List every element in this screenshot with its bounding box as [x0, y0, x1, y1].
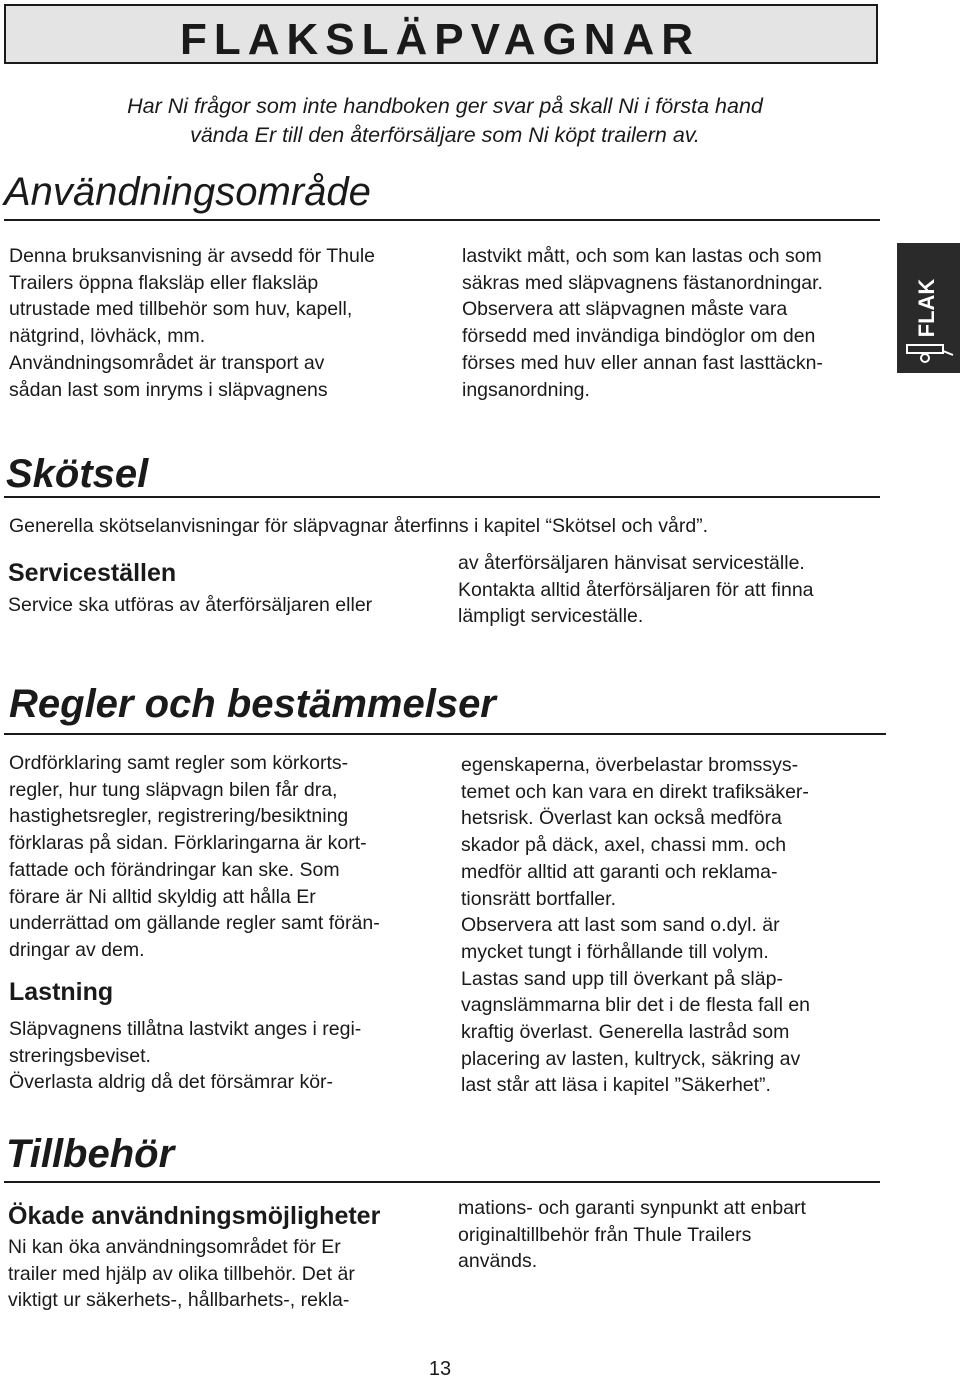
page-number: 13 — [428, 1358, 452, 1380]
tillbehor-column-1: Ni kan öka användningsområdet för Er trailer med hjälp av olika tillbehör. Det är viktigt ur säkerhets-, hållbarhets-, rekla- — [8, 1236, 355, 1312]
section-heading-anvandningsomrade: Användningsområde — [4, 170, 371, 214]
skotsel-column-2: av återförsäljaren hänvisat serviceställe. Kontakta alltid återförsäljaren för att finna lämpligt serviceställe. — [458, 552, 814, 628]
section-heading-skotsel: Skötsel — [6, 452, 149, 496]
regler-column-2: egenskaperna, överbelastar bromssys- temet och kan vara en direkt trafiksäker- hetsrisk. Överlast kan också medföra skador på däck, axel, chassi mm. och medför alltid att garanti och reklama- tionsrätt bortfaller. Observera att last som sand o.dyl. är mycket tungt i förhållande till volym. Lastas sand upp till överkant på släp- vagnslämmarna blir det i de flesta fall en kraftig överlast. Generella lastråd som placering av lasten, kultryck, säkring av last står att läsa i kapitel ”Säkerhet”. — [461, 754, 811, 1097]
section-divider — [4, 496, 880, 498]
section-heading-regler: Regler och bestämmelser — [9, 682, 496, 726]
skotsel-column-1: Service ska utföras av återförsäljaren eller — [8, 594, 373, 616]
lastning-column-1: Släpvagnens tillåtna lastvikt anges i regi- streringsbeviset. Överlasta aldrig då det försämrar kör- — [9, 1018, 362, 1094]
intro-line-1: Har Ni frågor som inte handboken ger svar på skall Ni i första hand — [127, 94, 763, 118]
section-divider — [4, 733, 886, 735]
regler-column-1: Ordförklaring samt regler som körkorts- regler, hur tung släpvagn bilen får dra, hastighetsregler, registrering/besiktning förklaras på sidan. Förklaringarna är kort- fattade och förändringar kan ske. Som förare är Ni alltid skyldig att hålla Er underrättad om gällande regler samt förän- dringar av dem. — [9, 752, 380, 961]
page-title: FLAKSLÄPVAGNAR — [180, 15, 701, 64]
intro-line-2: vända Er till den återförsäljare som Ni köpt trailern av. — [190, 123, 700, 147]
subheading-servicestallen: Serviceställen — [8, 559, 177, 587]
intro-text — [60, 92, 830, 150]
tillbehor-column-2: mations- och garanti synpunkt att enbart originaltillbehör från Thule Trailers används. — [458, 1197, 806, 1273]
section-divider — [4, 1181, 880, 1183]
section-divider — [4, 219, 880, 221]
section-heading-tillbehor: Tillbehör — [6, 1132, 175, 1176]
anvandningsomrade-column-2: lastvikt mått, och som kan lastas och som säkras med släpvagnens fästanordningar. Observera att släpvagnen måste vara försedd med invändiga bindöglor om den förses med huv eller annan fast lasttäckn- ingsanordning. — [462, 245, 823, 401]
trailer-icon — [903, 339, 955, 365]
title-banner — [4, 4, 878, 64]
chapter-tab-label: FLAK — [914, 278, 939, 338]
chapter-tab — [897, 243, 960, 373]
subheading-okade-anvandningsmojligheter: Ökade användningsmöjligheter — [8, 1202, 381, 1230]
anvandningsomrade-column-1: Denna bruksanvisning är avsedd för Thule Trailers öppna flaksläp eller flaksläp utrustade med tillbehör som huv, kapell, nätgrind, lövhäck, mm. Användningsområdet är transport av sådan last som inryms i släpvagnens — [9, 245, 376, 401]
subheading-lastning: Lastning — [9, 978, 114, 1006]
skotsel-intro: Generella skötselanvisningar för släpvagnar återfinns i kapitel “Skötsel och vård”. — [9, 515, 709, 537]
